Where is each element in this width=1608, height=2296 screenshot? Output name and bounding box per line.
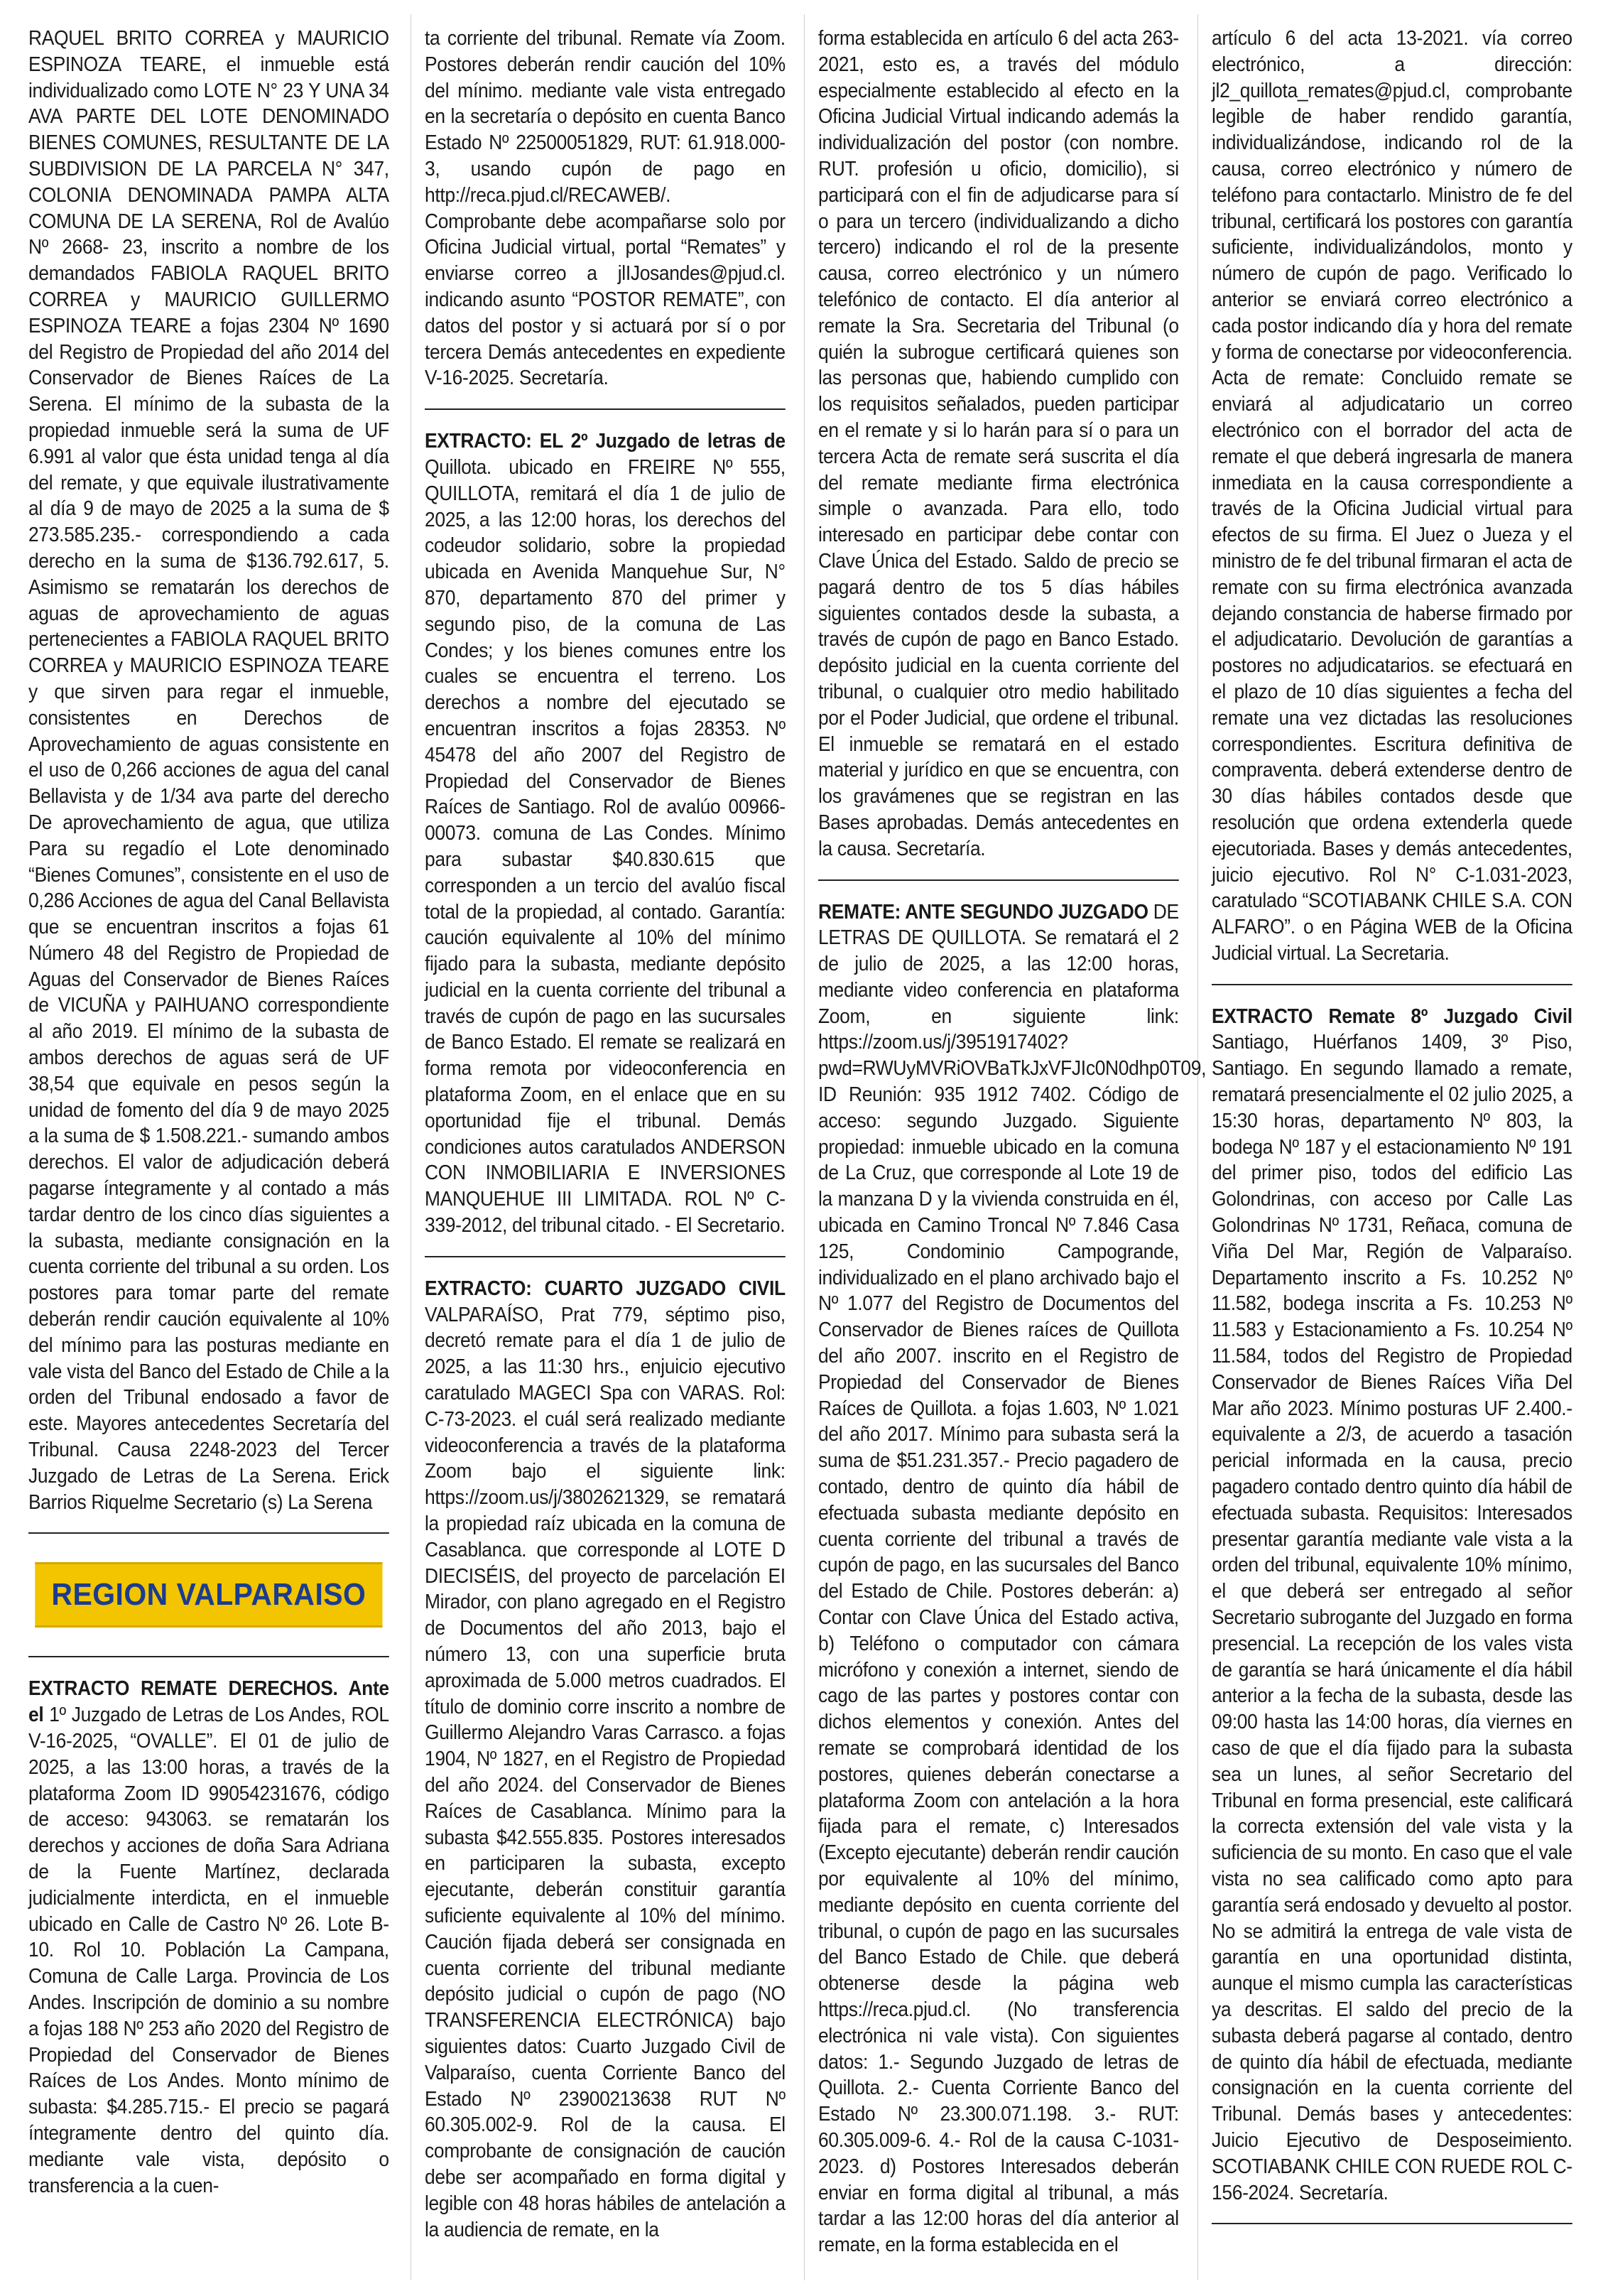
notice-body: ta corriente del tribunal. Remate vía Zoom. Postores deberán rendir caución del 10% del mínimo. mediante vale vista entregado en la secretaría o depósito en cuenta Banco Estado Nº 22500051829, RUT: 61.918.000-3, usando cupón de pago en http://reca.pjud.cl/RECAWEB/. Comprobante debe acompañarse solo por Oficina Judicial virtual, portal “Remates” y enviarse correo a jlIJosandes@pjud.cl. indicando asunto “POSTOR REMATE”, con datos del postor y si actuará por sí o por tercera Demás antecedentes en expediente V-16-2025. Secretaría. [425, 27, 786, 390]
notice-body: DE LETRAS DE QUILLOTA. Se rematará el 2 de julio de 2025, a las 12:00 horas, mediante video conferencia en plataforma Zoom, en siguiente link: https://zoom.us/j/3951917402?pwd=RWUyMVRiOVBaTkJxVFJIc0N0dhp0T09, ID Reunión: 935 1912 7402. Código de acceso: segundo Juzgado. Siguiente propiedad: inmueble ubicado en la comuna de La Cruz, que corresponde al Lote 19 de la manzana D y la vivienda construida en él, ubicada en Camino Troncal Nº 7.846 Casa 125, Condominio Campogrande, individualizado en el plano archivado bajo el Nº 1.077 del Registro de Documentos del Conservador de Bienes raíces de Quillota del año 2007. inscrito en el Registro de Propiedad del Conservador de Bienes Raíces de Quillota. a fojas 1.603, Nº 1.021 del año 2017. Mínimo para subasta será la suma de $51.231.357.- Precio pagadero de contado, dentro de quinto día hábil de efectuada subasta mediante depósito en cuenta corriente del tribunal a través de cupón de pago, en las sucursales del Banco del Estado de Chile. Postores deberán: a) Contar con Clave Única del Estado activa, b) Teléfono o computador con cámara micrófono y conexión a internet, siendo de cago de las partes y postores contar con dichos elementos y conexión. Antes del remate se comprobará identidad de los postores, quienes deberán conectarse a plataforma Zoom con antelación a la hora fijada para el remate, c) Interesados (Excepto ejecutante) deberán rendir caución por equivalente al 10% del mínimo, mediante depósito en cuenta corriente del tribunal, o cupón de pago en las sucursales del Banco Estado de Chile. que deberá obtenerse desde la página web https://reca.pjud.cl. (No transferencia electrónica ni vale vista). Con siguientes datos: 1.- Segundo Juzgado de letras de Quillota. 2.- Cuenta Corriente Banco del Estado Nº 23.300.071.198. 3.- RUT: 60.305.009-6. 4.- Rol de la causa C-1031-2023. d) Postores Interesados deberán enviar en forma digital al tribunal, a más tardar a las 12:00 horas del día anterior al remate, en la forma establecida en el [818, 900, 1207, 2257]
column-4 [1212, 26, 1572, 2243]
notice-valparaiso-4 [425, 1276, 786, 2243]
region-banner-label: REGION VALPARAISO [51, 1577, 366, 1613]
column-3 [818, 26, 1207, 2258]
notice-los-andes [28, 1676, 389, 2199]
notice-quillota-remate [818, 899, 1207, 2258]
notice-quillota-2 [425, 428, 786, 1239]
notice-body: Quillota. ubicado en FREIRE Nº 555, QUILLOTA, remitará el día 1 de julio de 2025, a las 12:00 horas, los derechos del codeudor solidario, sobre la propiedad ubicada en Avenida Manquehue Sur, N° 870, departamento 870 del primer y segundo piso, de la comuna de Las Condes; y los bienes comunes entre los cuales se encuentra el terreno. Los derechos a nombre del ejecutado se encuentran inscritos a fojas 28353. Nº 45478 del año 2007 del Registro de Propiedad del Conservador de Bienes Raíces de Santiago. Rol de avalúo 00966-00073. comuna de Las Condes. Mínimo para subastar $40.830.615 que corresponden a un tercio del avalúo fiscal total de la propiedad, al contado. Garantía: caución equivalente al 10% del mínimo fijado para la subasta, mediante depósito judicial en la cuenta corriente del tribunal a través de cupón de pago en las sucursales de Banco Estado. El remate se realizará en forma remota por videoconferencia en plataforma Zoom, en el enlace que en su oportunidad fije el tribunal. Demás condiciones autos caratulados ANDERSON CON INMOBILIARIA E INVERSIONES MANQUEHUE III LIMITADA. ROL Nº C-339-2012, del tribunal citado. - El Secretario. [425, 455, 786, 1238]
notice-heading: EXTRACTO REMATE DERECHOS. Ante el [28, 1677, 389, 1727]
notice-body: RAQUEL BRITO CORREA y MAURICIO ESPINOZA TEARE, el inmueble está individualizado como LOTE N° 23 Y UNA 34 AVA PARTE DEL LOTE DENOMINADO BIENES COMUNES, RESULTANTE DE LA SUBDIVISION DE LA PARCELA N° 347, COLONIA DENOMINADA PAMPA ALTA COMUNA DE LA SERENA, Rol de Avalúo Nº 2668- 23, inscrito a nombre de los demandados FABIOLA RAQUEL BRITO CORREA y MAURICIO GUILLERMO ESPINOZA TEARE a fojas 2304 Nº 1690 del Registro de Propiedad del año 2014 del Conservador de Bienes Raíces de La Serena. El mínimo de la subasta de la propiedad inmueble será la suma de UF 6.991 al valor que ésta unidad tenga al día del remate, y que equivale ilustrativamente al día 9 de mayo de 2025 a la suma de $ 273.585.235.- correspondiendo a cada derecho en la suma de $136.792.617, 5. Asimismo se rematarán los derechos de aguas de aprovechamiento de aguas pertenecientes a FABIOLA RAQUEL BRITO CORREA y MAURICIO ESPINOZA TEARE y que sirven para regar el inmueble, consistentes en Derechos de Aprovechamiento de aguas consistente en el uso de 0,266 acciones de agua del canal Bellavista y de 1/34 ava parte del derecho De aprovechamiento de agua, que utiliza Para su regadío el Lote denominado “Bienes Comunes”, consistente en el uso de 0,286 Acciones de agua del Canal Bellavista que se encuentran inscritos a fojas 61 Número 48 del Registro de Propiedad de Aguas del Conservador de Bienes Raíces de VICUÑA y PAIHUANO correspondiente al año 2019. El mínimo de la subasta de ambos derechos de aguas será de UF 38,54 que equivale en pesos según la unidad de fomento del día 9 de mayo 2025 a la suma de $ 1.508.221.- sumando ambos derechos. El valor de adjudicación deberá pagarse íntegramente y al contado a más tardar dentro de los cinco días siguientes a la subasta, mediante consignación en la cuenta corriente del tribunal a su orden. Los postores para tomar parte del remate deberán rendir caución equivalente al 10% del mínimo para las posturas mediante en vale vista del Banco del Estado de Chile a la orden del Tribunal endosado a favor de este. Mayores antecedentes Secretaría del Tribunal. Causa 2248-2023 del Tercer Juzgado de Letras de La Serena. Erick Barrios Riquelme Secretario (s) La Serena [28, 27, 389, 1514]
notice-separator [425, 408, 786, 410]
notice-body: 1º Juzgado de Letras de Los Andes, ROL V-16-2025, “OVALLE”. El 01 de julio de 2025, a las 13:00 horas, a través de la plataforma Zoom ID 99054231676, código de acceso: 943063. se rematarán los derechos y acciones de doña Sara Adriana de la Fuente Martínez, declarada judicialmente interdicta, en el inmueble ubicado en Calle de Castro Nº 26. Lote B-10. Rol 10. Población La Campana, Comuna de Calle Larga. Provincia de Los Andes. Inscripción de dominio a su nombre a fojas 188 Nº 253 año 2020 del Registro de Propiedad del Conservador de Bienes Raíces de Los Andes. Monto mínimo de subasta: $4.285.715.- El precio se pagará íntegramente dentro del quinto día. mediante vale vista, depósito o transferencia a la cuen- [28, 1704, 389, 2197]
column-2 [425, 26, 786, 2243]
notice-heading: EXTRACTO: CUARTO JUZGADO CIVIL [425, 1277, 786, 1300]
region-banner [35, 1562, 382, 1628]
notice-separator [1212, 984, 1572, 985]
notice-separator [28, 1656, 389, 1657]
notice-heading: EXTRACTO Remate 8º Juzgado Civil [1212, 1004, 1572, 1028]
notice-la-serena-continued [28, 26, 389, 1515]
notice-quillota-remate-continued [1212, 26, 1572, 967]
notice-body: VALPARAÍSO, Prat 779, séptimo piso, decretó remate para el día 1 de julio de 2025, a las 11:30 hrs., enjuicio ejecutivo caratulado MAGECI Spa con VARAS. Rol: C-73-2023. el cuál será realizado mediante videoconferencia a través de la plataforma Zoom bajo el siguiente link: https://zoom.us/j/3802621329, se rematará la propiedad raíz ubicada en la comuna de Casablanca. que corresponde al LOTE D DIECISÉIS, del proyecto de parcelación EI Mirador, con plano agregado en el Registro de Documentos del año 2013, bajo el número 13, con una superficie bruta aproximada de 5.000 metros cuadrados. El título de dominio corre inscrito a nombre de Guillermo Alejandro Varas Carrasco. a fojas 1904, Nº 1827, en el Registro de Propiedad del año 2024. del Conservador de Bienes Raíces de Casablanca. Mínimo para la subasta $42.555.835. Postores interesados en participaren la subasta, excepto ejecutante, deberán constituir garantía suficiente equivalente al 10% del mínimo. Caución fijada deberá ser consignada en cuenta corriente del tribunal mediante depósito judicial o cupón de pago (NO TRANSFERENCIA ELECTRÓNICA) bajo siguientes datos: Cuarto Juzgado Civil de Valparaíso, cuenta Corriente Banco del Estado Nº 23900213638 RUT Nº 60.305.002-9. Rol de la causa. El comprobante de consignación de caución debe ser acompañado en forma digital y legible con 48 horas hábiles de antelación a la audiencia de remate, en la [425, 1303, 786, 2241]
notice-separator [28, 1532, 389, 1534]
notice-body: forma establecida en artículo 6 del acta 263-2021, esto es, a través del módulo especialmente establecido al efecto en la Oficina Judicial Virtual indicando además la individualización del postor (con nombre. RUT. profesión u oficio, domicilio), si participará con el fin de adjudicarse para sí o para un tercero (individualizando a dicho tercero) indicando el rol de la presente causa, correo electrónico y un número telefónico de contacto. El día anterior al remate la Sra. Secretaria del Tribunal (o quién la subrogue certificará quienes son las personas que, habiendo cumplido con los requisitos señalados, pueden participar en el remate y si lo harán para sí o para un tercera Acta de remate será suscrita el día del remate mediante firma electrónica simple o avanzada. Para ello, todo interesado en participar debe contar con Clave Única del Estado. Saldo de precio se pagará dentro de tos 5 días hábiles siguientes contados desde la subasta, a través de cupón de pago en Banco Estado. depósito judicial en la cuenta corriente del tribunal, o cualquier otro medio habilitado por el Poder Judicial, que ordene el tribunal. El inmueble se rematará en el estado material y jurídico en que se encuentra, con los gravámenes que se registran en las Bases aprobadas. Demás antecedentes en la causa. Secretaría. [818, 27, 1179, 860]
notice-separator [1212, 2223, 1572, 2224]
notice-body: artículo 6 del acta 13-2021. vía correo electrónico, a dirección: jl2_quillota_remates@pjud.cl, comprobante legible de haber rendido garantía, individualizándose, indicando rol de la causa, correo electrónico y número de teléfono para contactarlo. Ministro de fe del tribunal, certificará los postores con garantía suficiente, individualizándolos, monto y número de cupón de pago. Verificado lo anterior se enviará correo electrónico a cada postor indicando día y hora del remate y forma de conectarse por videoconferencia. Acta de remate: Concluido remate se enviará al adjudicatario un correo electrónico con el borrador del acta de remate el que deberá ingresarla de manera inmediata en la causa correspondiente a través de la Oficina Judicial virtual para efectos de su firma. El Juez o Jueza y el ministro de fe del tribunal firmaran el acta de remate con su firma electrónica avanzada dejando constancia de haberse firmado por el adjudicatario. Devolución de garantías a postores no adjudicatarios. se efectuará en el plazo de 10 días siguientes a fecha del remate una vez dictadas las resoluciones correspondientes. Escritura definitiva de compraventa. deberá extenderse dentro de 30 días hábiles contados desde que resolución que ordena extenderla quede ejecutoriada. Bases y demás antecedentes, juicio ejecutivo. Rol N° C-1.031-2023, caratulado “SCOTIABANK CHILE S.A. CON ALFARO”. o en Página WEB de la Oficina Judicial virtual. La Secretaria. [1212, 27, 1572, 965]
notice-separator [425, 1256, 786, 1257]
column-divider [1197, 14, 1198, 2280]
notice-santiago-8 [1212, 1004, 1572, 2206]
notice-heading: EXTRACTO: EL 2º Juzgado de letras de [425, 430, 786, 453]
column-divider [804, 14, 805, 2280]
column-1 [28, 26, 389, 2199]
notice-heading: REMATE: ANTE SEGUNDO JUZGADO [818, 900, 1148, 924]
notice-body: Santiago, Huérfanos 1409, 3º Piso, Santiago. En segundo llamado a remate, rematará presencialmente el 02 julio 2025, a 15:30 horas, departamento Nº 803, la bodega Nº 187 y el estacionamiento Nº 191 del primer piso, todos del edificio Las Golondrinas, con acceso por Calle Las Golondrinas Nº 1731, Reñaca, comuna de Viña Del Mar, Región de Valparaíso. Departamento inscrito a Fs. 10.252 Nº 11.582, bodega inscrita a Fs. 10.253 Nº 11.583 y Estacionamiento a Fs. 10.254 Nº 11.584, todos del Registro de Propiedad Conservador de Bienes Raíces Viña Del Mar año 2023. Mínimo posturas UF 2.400.- equivalente a 2/3, de acuerdo a tasación pericial informada en la causa, precio pagadero contado dentro quinto día hábil de efectuada subasta. Requisitos: Interesados presentar garantía mediante vale vista a la orden del tribunal, equivalente 10% mínimo, el que deberá ser entregado al señor Secretario subrogante del Juzgado en forma presencial. La recepción de los vales vista de garantía se hará únicamente el día hábil anterior a la fecha de la subasta, desde las 09:00 hasta las 14:00 horas, día viernes en caso de que el día fijado para la subasta sea un lunes, al señor Secretario del Tribunal en forma presencial, este calificará la correcta extensión del vale vista y la suficiencia de su monto. En caso que el vale vista no sea calificado como apto para garantía será endosado y devuelto al postor. No se admitirá la entrega de vale vista de garantía en una oportunidad distinta, aunque el mismo cumpla las características ya descritas. El saldo del precio de la subasta deberá pagarse al contado, dentro de quinto día hábil de efectuada, mediante consignación en la cuenta corriente del Tribunal. Demás bases y antecedentes: Juicio Ejecutivo de Desposeimiento. SCOTIABANK CHILE CON RUEDE ROL C-156-2024. Secretaría. [1212, 1031, 1572, 2204]
notice-separator [818, 879, 1179, 881]
notice-los-andes-continued [425, 26, 786, 391]
notice-valparaiso-4-continued [818, 26, 1179, 862]
